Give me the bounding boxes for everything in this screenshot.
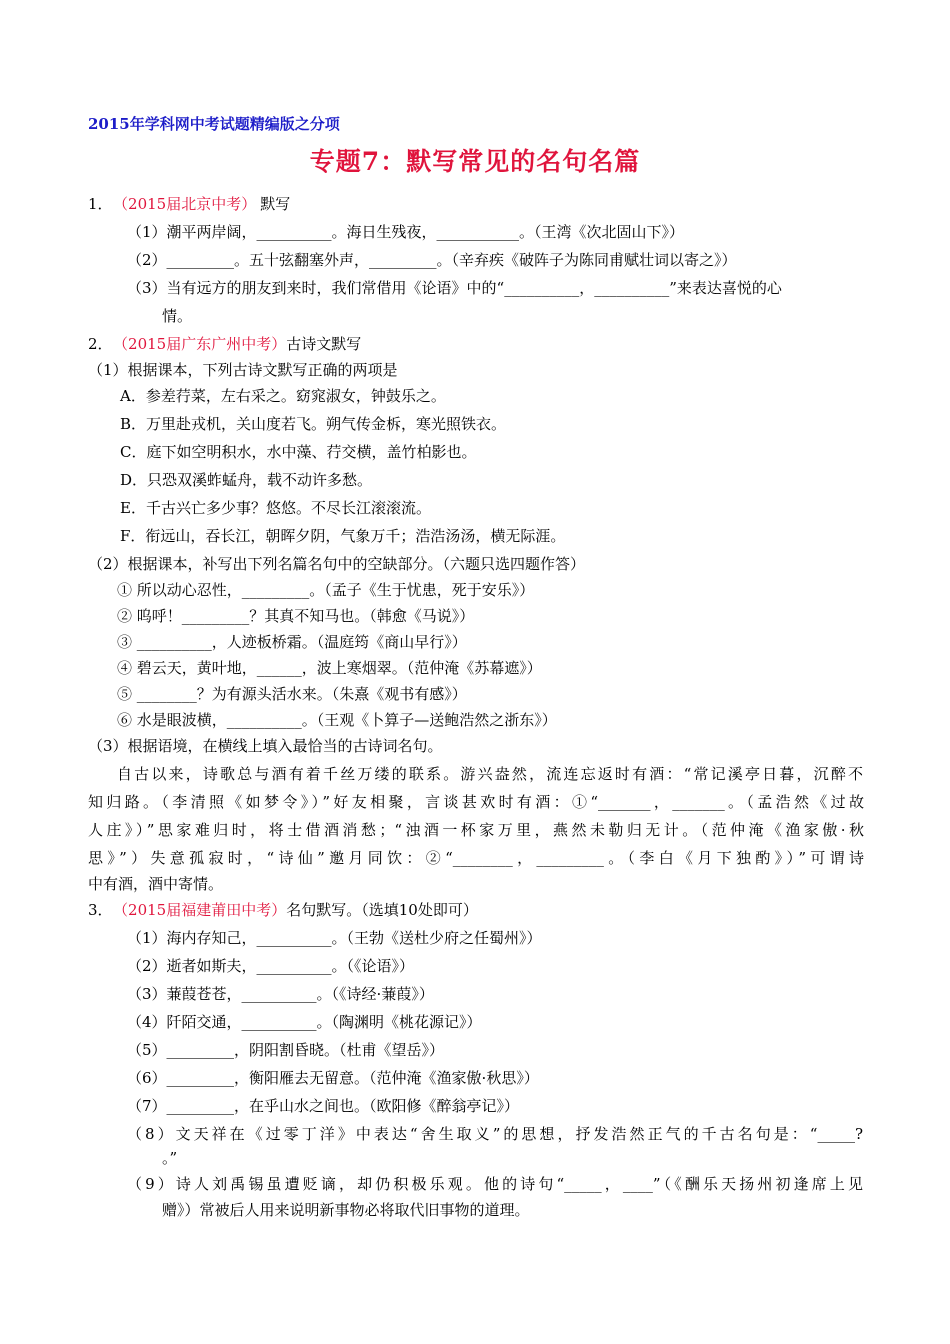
question-1-heading xyxy=(88,194,290,214)
q3-item: （2）逝者如斯夫，__________。（《论语》） xyxy=(127,957,415,975)
q3-item: （5）_________，阴阳割昏晓。（杜甫《望岳》） xyxy=(127,1041,445,1059)
q2-paragraph-line: 思》”）失意孤寂时，“诗仙”邀月同饮：②“________，_________。（李白《月下独酌》）”可谓诗 xyxy=(88,849,864,867)
q3-item: （8）文天祥在《过零丁洋》中表达“舍生取义”的思想，抒发浩然正气的千古名句是：“_____? xyxy=(127,1125,863,1143)
q1-item: （3）当有远方的朋友到来时，我们常借用《论语》中的“__________，__________”来表达喜悦的心 xyxy=(127,279,782,297)
q2-blank-item: ⑤ ________？为有源头活水来。（朱熹《观书有感》） xyxy=(117,685,467,703)
q3-item: （6）_________，衡阳雁去无留意。（范仲淹《渔家傲·秋思》） xyxy=(127,1069,539,1087)
q2-paragraph-line: 中有酒，酒中寄情。 xyxy=(88,875,224,893)
q2-option: A．参差荇菜，左右采之。窈窕淑女，钟鼓乐之。 xyxy=(120,387,446,405)
q2-blank-item: ⑥ 水是眼波横，__________。（王观《卜算子—送鲍浩然之浙东》） xyxy=(117,711,557,729)
q1-item: （2）_________。五十弦翻塞外声，_________。（辛弃疾《破阵子为陈同甫赋壮词以寄之》） xyxy=(127,251,737,269)
q3-item: （3）蒹葭苍苍，__________。（《诗经·蒹葭》） xyxy=(127,985,434,1003)
q1-item-continued: 情。 xyxy=(162,307,193,325)
q2-blank-item: ④ 碧云天，黄叶地，______，波上寒烟翠。（范仲淹《苏幕遮》） xyxy=(117,659,542,677)
q2-paragraph-line: 自古以来，诗歌总与酒有着千丝万缕的联系。游兴盎然，流连忘返时有酒：“常记溪亭日暮，沉醉不 xyxy=(117,765,863,783)
q2-part-1: （1）根据课本，下列古诗文默写正确的两项是 xyxy=(88,361,398,379)
q2-paragraph-line: 知归路。（李清照《如梦令》）”好友相聚，言谈甚欢时有酒：①“_______，_______。（孟浩然《过故 xyxy=(88,793,864,811)
question-source: （2015届北京中考） xyxy=(120,195,257,213)
q2-option: E．千古兴亡多少事？悠悠。不尽长江滚滚流。 xyxy=(120,499,431,517)
question-2-heading xyxy=(88,334,361,354)
q2-blank-item: ① 所以动心忍性，_________。（孟子《生于忧患，死于安乐》） xyxy=(117,581,535,599)
q3-item: （4）阡陌交通，__________。（陶渊明《桃花源记》） xyxy=(127,1013,482,1031)
q3-item-continued: 赠》）常被后人用来说明新事物必将取代旧事物的道理。 xyxy=(162,1201,530,1219)
q2-part-3: （3）根据语境，在横线上填入最恰当的古诗词名句。 xyxy=(88,737,443,755)
question-topic: 默写 xyxy=(260,195,291,213)
q3-item: （9）诗人刘禹锡虽遭贬谪，却仍积极乐观。他的诗句“_____，____”（《酬乐天扬州初逢席上见 xyxy=(127,1175,863,1193)
question-number: 2． xyxy=(88,335,113,353)
q1-item: （1）潮平两岸阔，__________。海日生残夜，___________。（王湾《次北固山下》） xyxy=(127,223,685,241)
question-source: （2015届福建莆田中考） xyxy=(120,901,287,919)
question-3-heading xyxy=(88,900,478,920)
q2-option: D．只恐双溪蚱蜢舟，载不动许多愁。 xyxy=(120,471,373,489)
q2-part-2: （2）根据课本，补写出下列名篇名句中的空缺部分。（六题只选四题作答） xyxy=(88,555,586,573)
q3-item: （1）海内存知己，__________。（王勃《送杜少府之任蜀州》） xyxy=(127,929,542,947)
question-topic: 古诗文默写 xyxy=(286,335,362,353)
q3-item-continued: 。” xyxy=(162,1149,178,1167)
series-header: 2015年学科网中考试题精编版之分项 xyxy=(88,115,340,133)
question-source: （2015届广东广州中考） xyxy=(120,335,287,353)
question-number: 1． xyxy=(88,195,113,213)
q2-option: B．万里赴戎机，关山度若飞。朔气传金柝，寒光照铁衣。 xyxy=(120,415,507,433)
page-title: 专题7：默写常见的名句名篇 xyxy=(309,147,641,176)
question-number: 3． xyxy=(88,901,113,919)
q2-blank-item: ② 呜呼！_________？其真不知马也。（韩愈《马说》） xyxy=(117,607,475,625)
q2-paragraph-line: 人庄》）”思家难归时，将士借酒消愁；“浊酒一杯家万里，燕然未勒归无计。（范仲淹《渔家傲·秋 xyxy=(88,821,864,839)
q2-option: C．庭下如空明积水，水中藻、荇交横，盖竹柏影也。 xyxy=(120,443,477,461)
q3-item: （7）_________，在乎山水之间也。（欧阳修《醉翁亭记》） xyxy=(127,1097,520,1115)
question-topic: 名句默写。（选填10处即可） xyxy=(286,901,478,919)
q2-option: F．衔远山，吞长江，朝晖夕阴，气象万千；浩浩汤汤，横无际涯。 xyxy=(120,527,566,545)
q2-blank-item: ③ __________，人迹板桥霜。（温庭筠《商山早行》） xyxy=(117,633,467,651)
